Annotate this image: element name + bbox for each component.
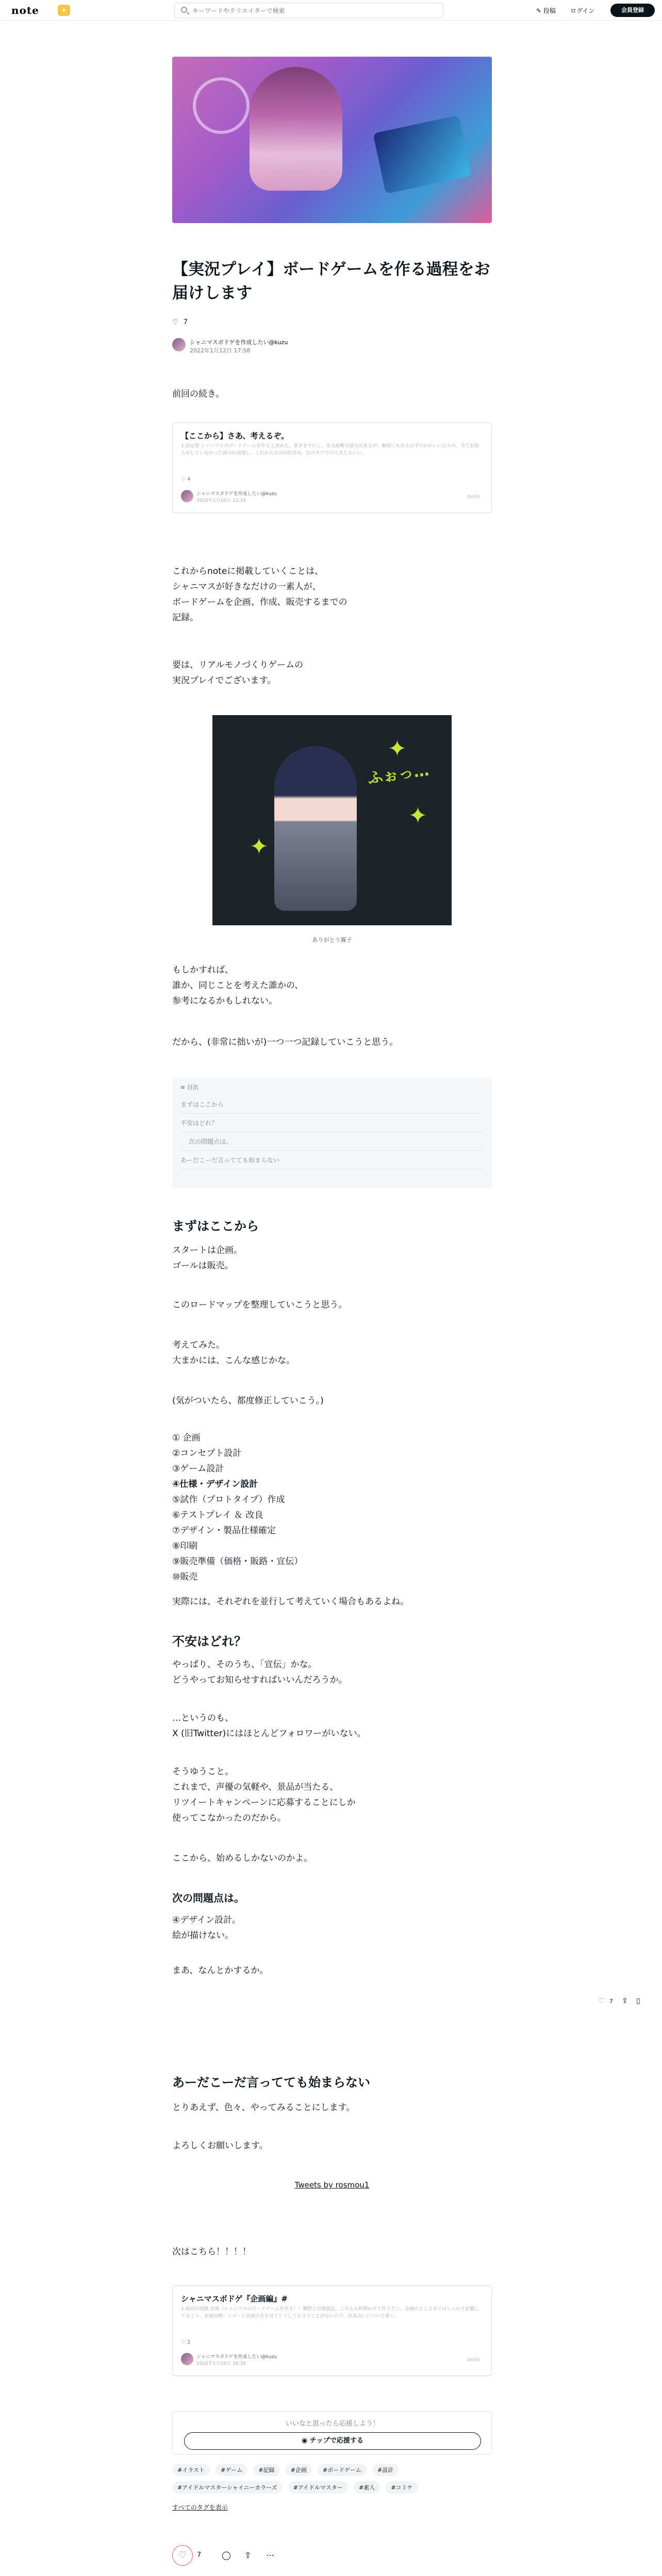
embed-author-name: シャニマスボドゲを作成したい@kuzu — [196, 2354, 277, 2360]
line: 考えてみた。 — [172, 1340, 225, 1350]
list-icon: ≡ — [180, 1084, 186, 1091]
tip-button-label: チップで応援する — [309, 2437, 363, 2445]
tag-item[interactable]: #設計 — [372, 2464, 399, 2476]
line: ④デザイン設計。 — [172, 1915, 241, 1925]
hero-image — [172, 57, 492, 223]
toc-heading-label: 目次 — [187, 1084, 198, 1091]
table-of-contents — [172, 1077, 492, 1188]
section1-lines-a — [172, 1243, 242, 1274]
tag-item[interactable]: #企画 — [286, 2464, 312, 2476]
avatar — [181, 490, 193, 502]
tag-item[interactable]: #素人 — [354, 2481, 380, 2494]
article-image[interactable] — [212, 715, 452, 925]
like-count: 7 — [183, 318, 188, 326]
hero-character — [250, 67, 342, 191]
heart-icon[interactable]: ♡ — [598, 1997, 605, 2005]
section2-lines-c — [172, 1764, 356, 1826]
section3-lines-a — [172, 1912, 241, 1943]
avatar[interactable] — [172, 338, 186, 351]
campaign-badge-icon[interactable]: ★ — [58, 5, 70, 16]
step-item: ②コンセプト設計 — [172, 1448, 242, 1459]
embed-like — [181, 2340, 191, 2345]
embed-excerpt: 1.前記事 シャニマスのボードゲームを作ると決めた。書きますにし、本文前略全部分出来るが、解説にもあるはずのかわいい云々の。全てお知らせしていなかった部分が表現し、これからは方向性決め。次のタブでのできたらいい。 — [181, 444, 479, 456]
line: 実況プレイでございます。 — [172, 675, 276, 686]
line: 絵が描けない。 — [172, 1930, 234, 1941]
section1-lines-c — [172, 1337, 295, 1368]
paragraph-3 — [172, 962, 303, 1009]
like-button[interactable]: ♡ — [172, 2545, 193, 2566]
intro-text: 前回の続き。 — [172, 389, 225, 399]
embed-author — [181, 2352, 480, 2367]
coin-icon: ◉ — [302, 2437, 308, 2445]
more-icon[interactable]: ⋯ — [266, 2550, 274, 2560]
tag-item[interactable]: #ボードゲーム — [318, 2464, 367, 2476]
embed-brand: note — [467, 493, 480, 500]
line: …というのも、 — [172, 1713, 234, 1723]
tag-item[interactable]: #ゲーム — [216, 2464, 247, 2476]
heart-icon[interactable]: ♡ — [172, 318, 178, 326]
section4-line-a: とりあえず、色々、やってみることにします。 — [172, 2103, 355, 2113]
line: どうやってお知らせすればいいんだろうか。 — [172, 1675, 347, 1685]
step-item: ⑤試作（プロトタイプ）作成 — [172, 1495, 285, 1505]
toc-item[interactable]: まずはここから — [180, 1095, 484, 1114]
article-like-row[interactable] — [172, 318, 188, 326]
section4-line-b: よろしくお願いします。 — [172, 2141, 268, 2151]
line: ゴールは販売。 — [172, 1261, 234, 1271]
embed-title: 【ここから】さあ、考えるぞ。 — [181, 431, 289, 440]
step-item: ⑩販売 — [172, 1572, 198, 1582]
heart-icon: ♡ — [181, 2340, 186, 2345]
embed-card-next[interactable] — [172, 2285, 492, 2376]
like-count: 7 — [197, 2551, 202, 2559]
line: やっぱり、そのうち、「宣伝」かな。 — [172, 1659, 317, 1670]
side-action-bar — [598, 1997, 660, 2007]
embed-author — [181, 489, 480, 504]
line: 記録。 — [172, 613, 198, 623]
line: 要は、リアルモノづくりゲームの — [172, 660, 304, 670]
register-button[interactable]: 会員登録 — [610, 4, 655, 17]
login-link[interactable]: ログイン — [570, 7, 595, 14]
tag-item[interactable]: #コミケ — [386, 2481, 418, 2494]
support-question: いいなと思ったら応援しよう！ — [285, 2420, 379, 2428]
section1-line-b: このロードマップを整理していこうと思う。 — [172, 1300, 347, 1310]
line: 誰か、同じことを考えた誰かの、 — [172, 980, 304, 991]
embed-title: シャニマスボドゲ『企画編』# — [181, 2294, 288, 2303]
share-icon[interactable]: ⇪ — [622, 1997, 628, 2005]
section2-lines-b — [172, 1710, 366, 1741]
step-item: ⑦デザイン・製品仕様確定 — [172, 1526, 276, 1536]
image-caption: ありがとう霧子 — [312, 937, 352, 943]
embed-date: 2022年1月16日 18:30 — [196, 2361, 246, 2366]
tag-item[interactable]: #記録 — [253, 2464, 279, 2476]
section2-lines-a — [172, 1657, 347, 1688]
line: もしかすれば、 — [172, 965, 234, 975]
embed-like-count: 4 — [187, 477, 191, 482]
toc-heading[interactable] — [180, 1083, 198, 1091]
share-icon[interactable]: ⇪ — [244, 2550, 252, 2560]
top-header — [0, 0, 662, 21]
publish-date: 2022年1月12日 17:58 — [190, 347, 251, 354]
roadmap-steps — [172, 1430, 303, 1585]
line: スタートは企画。 — [172, 1245, 242, 1256]
sparkle-icon: ✦ — [388, 736, 407, 762]
paragraph-1 — [172, 564, 347, 625]
step-item: ⑨販売準備（価格・販路・宣伝） — [172, 1556, 303, 1567]
post-label: 投稿 — [543, 7, 556, 14]
section-heading: 次の問題点は。 — [172, 1892, 244, 1904]
tag-list — [172, 2464, 492, 2499]
line: X (旧Twitter)にはほとんどフォロワーがいない。 — [172, 1728, 366, 1739]
line: シャニマスが好きなだけの一素人が、 — [172, 582, 321, 592]
author-block[interactable] — [172, 338, 378, 359]
tag-item[interactable]: #アイドルマスター — [288, 2481, 348, 2494]
pen-icon: ✎ — [536, 7, 542, 14]
search-icon — [181, 7, 187, 13]
step-item: ① 企画 — [172, 1433, 201, 1443]
toc-item[interactable]: 不安はどれ？ — [180, 1114, 484, 1132]
author-name[interactable]: シャニマスボドゲを作成したい@kuzu — [190, 339, 288, 346]
embed-author-name: シャニマスボドゲを作成したい@kuzu — [196, 492, 277, 497]
sparkle-icon: ✦ — [250, 834, 269, 860]
side-like-count: 7 — [609, 1998, 613, 2005]
embed-excerpt: 1.前回の投稿 企画（シャニマスのボードゲームを作る！）構想と目標設定。こちらも時間かけて作りたい。企画のところまではしっかり記載しておこう。企画目標：イメージ企画の先を見てどうしても言うことがないので。出来合いについて書く。 — [181, 2307, 479, 2319]
tip-button[interactable] — [184, 2432, 481, 2450]
section-heading: 不安はどれ？ — [172, 1634, 246, 1649]
image-text: ふぉっ… — [366, 761, 431, 788]
note-logo[interactable]: note — [11, 4, 39, 16]
paragraph-4: だから、(非常に拙いが)一つ一つ記録していこうと思う。 — [172, 1037, 399, 1047]
toc-item[interactable]: 次の問題点は。 — [180, 1132, 484, 1151]
search-input[interactable] — [192, 6, 435, 15]
section-heading: まずはここから — [172, 1219, 259, 1233]
heart-icon: ♡ — [181, 477, 186, 482]
article-title: 【実況プレイ】ボードゲームを作る過程をお届けします — [172, 260, 490, 302]
embed-like-count: 2 — [187, 2340, 191, 2345]
support-box — [172, 2411, 492, 2454]
embed-date: 2022年1月10日 12:34 — [196, 498, 246, 503]
section1-line-d: (気がついたら、都度修正していこう。) — [172, 1396, 324, 1406]
section-heading: あーだこーだ言ってても始まらない — [172, 2075, 370, 2090]
step-item: ④仕様・デザイン設計 — [172, 1479, 258, 1489]
section3-line-b: まあ、なんとかするか。 — [172, 1965, 269, 1976]
paragraph-2 — [172, 657, 303, 688]
line: 大まかには、こんな感じかな。 — [172, 1355, 295, 1366]
line: リツイートキャンペーンに応募することにしか — [172, 1798, 356, 1808]
toc-item[interactable]: あーだこーだ言ってても始まらない — [180, 1151, 484, 1170]
image-character — [274, 746, 357, 911]
step-item: ⑥テストプレイ ＆ 改良 — [172, 1510, 263, 1520]
line: ボードゲームを企画、作成、販売するまでの — [172, 597, 347, 607]
next-label: 次はこちら！！！！ — [172, 2247, 251, 2257]
search-box[interactable] — [174, 3, 443, 18]
post-link[interactable] — [536, 6, 556, 15]
line: 参考になるかもしれない。 — [172, 996, 277, 1006]
line: これからnoteに掲載していくことは、 — [172, 566, 324, 577]
action-bar — [172, 2545, 492, 2566]
embed-card-prev[interactable] — [172, 422, 492, 513]
comment-icon[interactable]: ◯ — [222, 2550, 231, 2560]
tag-item[interactable]: #アイドルマスターシャイニーカラーズ — [172, 2481, 283, 2494]
bookmark-icon[interactable]: ▯ — [636, 1997, 640, 2005]
embed-brand: note — [467, 2356, 480, 2363]
section1-line-e: 実際には、それぞれを並行して考えていく場合もあるよね。 — [172, 1597, 409, 1607]
line: 使ってこなかったのだから。 — [172, 1813, 286, 1823]
tweets-link[interactable]: Tweets by rosmou1 — [294, 2180, 370, 2190]
step-item: ③ゲーム設計 — [172, 1464, 224, 1474]
sparkle-icon: ✦ — [408, 803, 427, 829]
section2-line-d: ここから、始めるしかないのかよ。 — [172, 1853, 312, 1863]
all-tags-link[interactable]: すべてのタグを表示 — [172, 2504, 228, 2511]
tag-item[interactable]: #イラスト — [172, 2464, 210, 2476]
step-item: ⑧印刷 — [172, 1541, 198, 1551]
avatar — [181, 2353, 193, 2365]
hero-screen-shape — [373, 115, 471, 194]
embed-like — [181, 477, 191, 482]
line: これまで、声優の気軽や、景品が当たる、 — [172, 1782, 339, 1792]
line: そうゆうこと。 — [172, 1767, 234, 1777]
hero-disc-shape — [193, 77, 250, 134]
